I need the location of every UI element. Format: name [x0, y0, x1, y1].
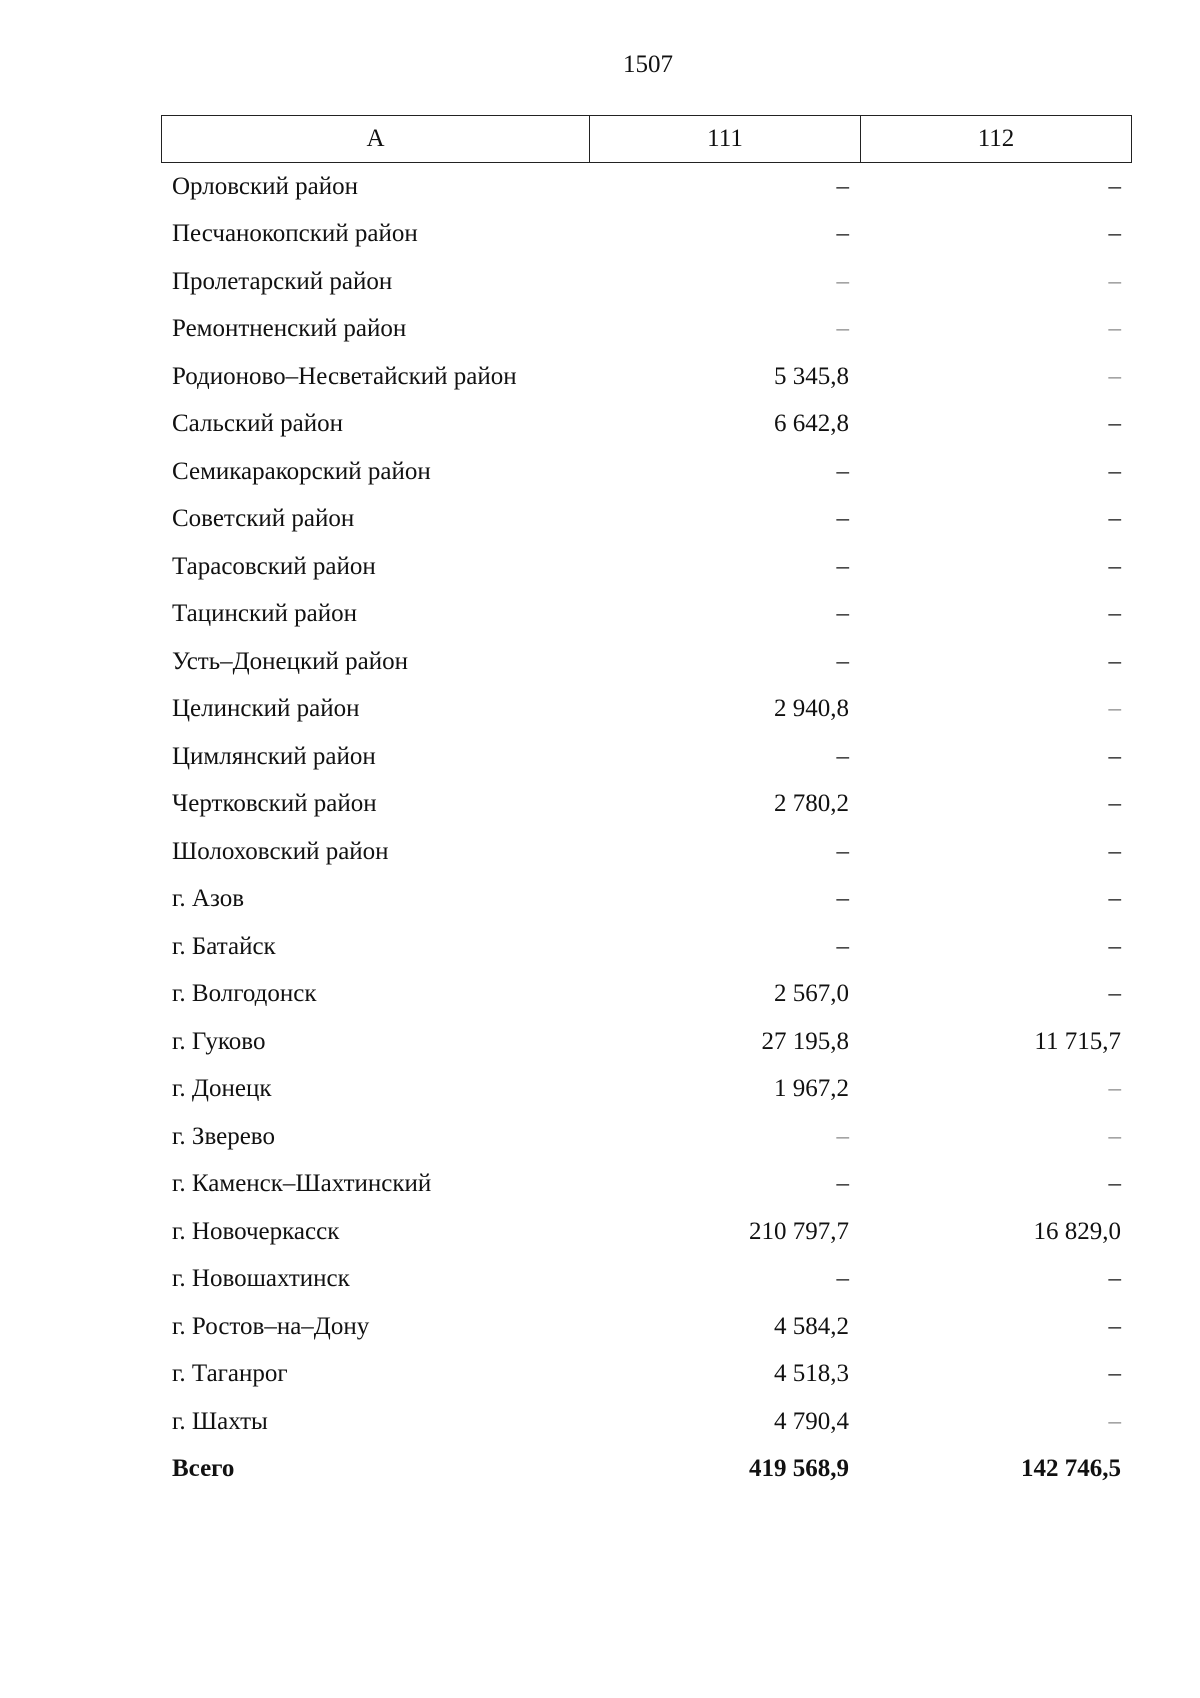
- row-value-111-cell: –: [836, 457, 849, 485]
- row-name-cell: Шолоховский район: [172, 837, 389, 865]
- row-value-112-cell: –: [1108, 552, 1121, 580]
- table-row: [161, 686, 1132, 734]
- table-row: [161, 448, 1132, 496]
- row-name-cell: Пролетарский район: [172, 267, 393, 295]
- row-value-111-cell: –: [836, 172, 849, 200]
- row-value-112-cell: 16 829,0: [1033, 1217, 1121, 1245]
- row-name-cell: Тарасовский район: [172, 552, 376, 580]
- row-value-112-cell: –: [1108, 315, 1121, 343]
- table-row: [161, 543, 1132, 591]
- table-row: [161, 1398, 1132, 1446]
- table-row: [161, 211, 1132, 259]
- table-row: [161, 876, 1132, 924]
- table-row: [161, 258, 1132, 306]
- row-name-cell: Тацинский район: [172, 600, 357, 628]
- row-value-111-cell: 5 345,8: [774, 362, 849, 390]
- row-name-cell: г. Батайск: [172, 932, 276, 960]
- row-name-cell: Семикаракорский район: [172, 457, 431, 485]
- table-row: [161, 591, 1132, 639]
- row-value-111-cell: –: [836, 552, 849, 580]
- row-name-cell: г. Волгодонск: [172, 980, 317, 1008]
- row-value-112-cell: –: [1108, 267, 1121, 295]
- row-value-112-cell: –: [1108, 1312, 1121, 1340]
- total-value-112-cell: 142 746,5: [1021, 1455, 1121, 1483]
- row-value-111-cell: 2 940,8: [774, 695, 849, 723]
- table-header-row: [161, 115, 1132, 163]
- row-name-cell: Цимлянский район: [172, 742, 376, 770]
- row-value-112-cell: –: [1108, 932, 1121, 960]
- row-name-cell: Песчанокопский район: [172, 220, 418, 248]
- row-value-112-cell: –: [1108, 837, 1121, 865]
- row-value-111-cell: –: [836, 885, 849, 913]
- row-name-cell: Орловский район: [172, 172, 358, 200]
- table-row: [161, 1303, 1132, 1351]
- table-row: [161, 1018, 1132, 1066]
- row-value-111-cell: 1 967,2: [774, 1075, 849, 1103]
- table-total-row: [161, 1446, 1132, 1494]
- row-value-111-cell: –: [836, 1170, 849, 1198]
- row-value-112-cell: –: [1108, 790, 1121, 818]
- row-value-111-cell: –: [836, 1122, 849, 1150]
- table-row: [161, 1208, 1132, 1256]
- table-row: [161, 971, 1132, 1019]
- row-name-cell: г. Новочеркасск: [172, 1217, 340, 1245]
- total-label-cell: Всего: [172, 1455, 235, 1483]
- row-value-112-cell: –: [1108, 885, 1121, 913]
- row-value-111-cell: –: [836, 1265, 849, 1293]
- row-name-cell: г. Ростов–на–Дону: [172, 1312, 370, 1340]
- table-row: [161, 638, 1132, 686]
- row-value-111-cell: –: [836, 267, 849, 295]
- table-row: [161, 1161, 1132, 1209]
- table-row: [161, 781, 1132, 829]
- row-value-112-cell: –: [1108, 1407, 1121, 1435]
- table-body: [161, 163, 1132, 1493]
- row-value-111-cell: 4 584,2: [774, 1312, 849, 1340]
- row-value-112-cell: –: [1108, 457, 1121, 485]
- row-name-cell: г. Таганрог: [172, 1360, 288, 1388]
- table-row: [161, 923, 1132, 971]
- row-value-111-cell: –: [836, 315, 849, 343]
- row-value-111-cell: –: [836, 932, 849, 960]
- row-name-cell: Родионово–Несветайский район: [172, 362, 517, 390]
- total-value-111-cell: 419 568,9: [749, 1455, 849, 1483]
- table-row: [161, 733, 1132, 781]
- data-table: [161, 115, 1132, 1493]
- header-cell-name: А: [162, 116, 590, 162]
- table-row: [161, 1351, 1132, 1399]
- table-row: [161, 496, 1132, 544]
- row-value-111-cell: –: [836, 220, 849, 248]
- header-cell-112: 112: [977, 125, 1015, 152]
- row-value-112-cell: –: [1108, 1122, 1121, 1150]
- row-name-cell: г. Шахты: [172, 1407, 268, 1435]
- row-value-111-cell: 6 642,8: [774, 410, 849, 438]
- row-name-cell: Сальский район: [172, 410, 343, 438]
- row-value-111-cell: 2 567,0: [774, 980, 849, 1008]
- row-name-cell: г. Гуково: [172, 1027, 266, 1055]
- row-value-112-cell: –: [1108, 505, 1121, 533]
- row-name-cell: Усть–Донецкий район: [172, 647, 409, 675]
- row-name-cell: г. Азов: [172, 885, 245, 913]
- table-row: [161, 1066, 1132, 1114]
- table-row: [161, 1256, 1132, 1304]
- row-value-111-cell: –: [836, 505, 849, 533]
- row-value-112-cell: –: [1108, 410, 1121, 438]
- row-value-112-cell: –: [1108, 742, 1121, 770]
- row-value-112-cell: –: [1108, 172, 1121, 200]
- table-row: [161, 163, 1132, 211]
- row-value-111-cell: 210 797,7: [749, 1217, 849, 1245]
- row-value-111-cell: –: [836, 742, 849, 770]
- row-value-112-cell: –: [1108, 1360, 1121, 1388]
- row-value-112-cell: –: [1108, 220, 1121, 248]
- row-value-112-cell: –: [1108, 647, 1121, 675]
- row-name-cell: Ремонтненский район: [172, 315, 407, 343]
- row-name-cell: Советский район: [172, 505, 355, 533]
- row-name-cell: г. Донецк: [172, 1075, 272, 1103]
- row-name-cell: г. Каменск–Шахтинский: [172, 1170, 432, 1198]
- row-value-112-cell: –: [1108, 695, 1121, 723]
- row-value-112-cell: –: [1108, 1075, 1121, 1103]
- row-value-111-cell: 27 195,8: [761, 1027, 849, 1055]
- row-value-111-cell: –: [836, 837, 849, 865]
- row-name-cell: г. Зверево: [172, 1122, 275, 1150]
- table-row: [161, 828, 1132, 876]
- row-name-cell: г. Новошахтинск: [172, 1265, 350, 1293]
- header-cell-111: 111: [590, 116, 861, 162]
- row-name-cell: Чертковский район: [172, 790, 377, 818]
- row-value-111-cell: 4 790,4: [774, 1407, 849, 1435]
- row-value-112-cell: 11 715,7: [1034, 1027, 1121, 1055]
- table-row: [161, 1113, 1132, 1161]
- table-row: [161, 306, 1132, 354]
- page-number: 1507: [623, 51, 673, 78]
- row-value-111-cell: 2 780,2: [774, 790, 849, 818]
- row-value-112-cell: –: [1108, 362, 1121, 390]
- row-value-112-cell: –: [1108, 980, 1121, 1008]
- row-value-111-cell: 4 518,3: [774, 1360, 849, 1388]
- row-value-112-cell: –: [1108, 1265, 1121, 1293]
- row-value-112-cell: –: [1108, 1170, 1121, 1198]
- table-row: [161, 353, 1132, 401]
- row-value-111-cell: –: [836, 647, 849, 675]
- row-value-112-cell: –: [1108, 600, 1121, 628]
- row-value-111-cell: –: [836, 600, 849, 628]
- table-row: [161, 401, 1132, 449]
- row-name-cell: Целинский район: [172, 695, 360, 723]
